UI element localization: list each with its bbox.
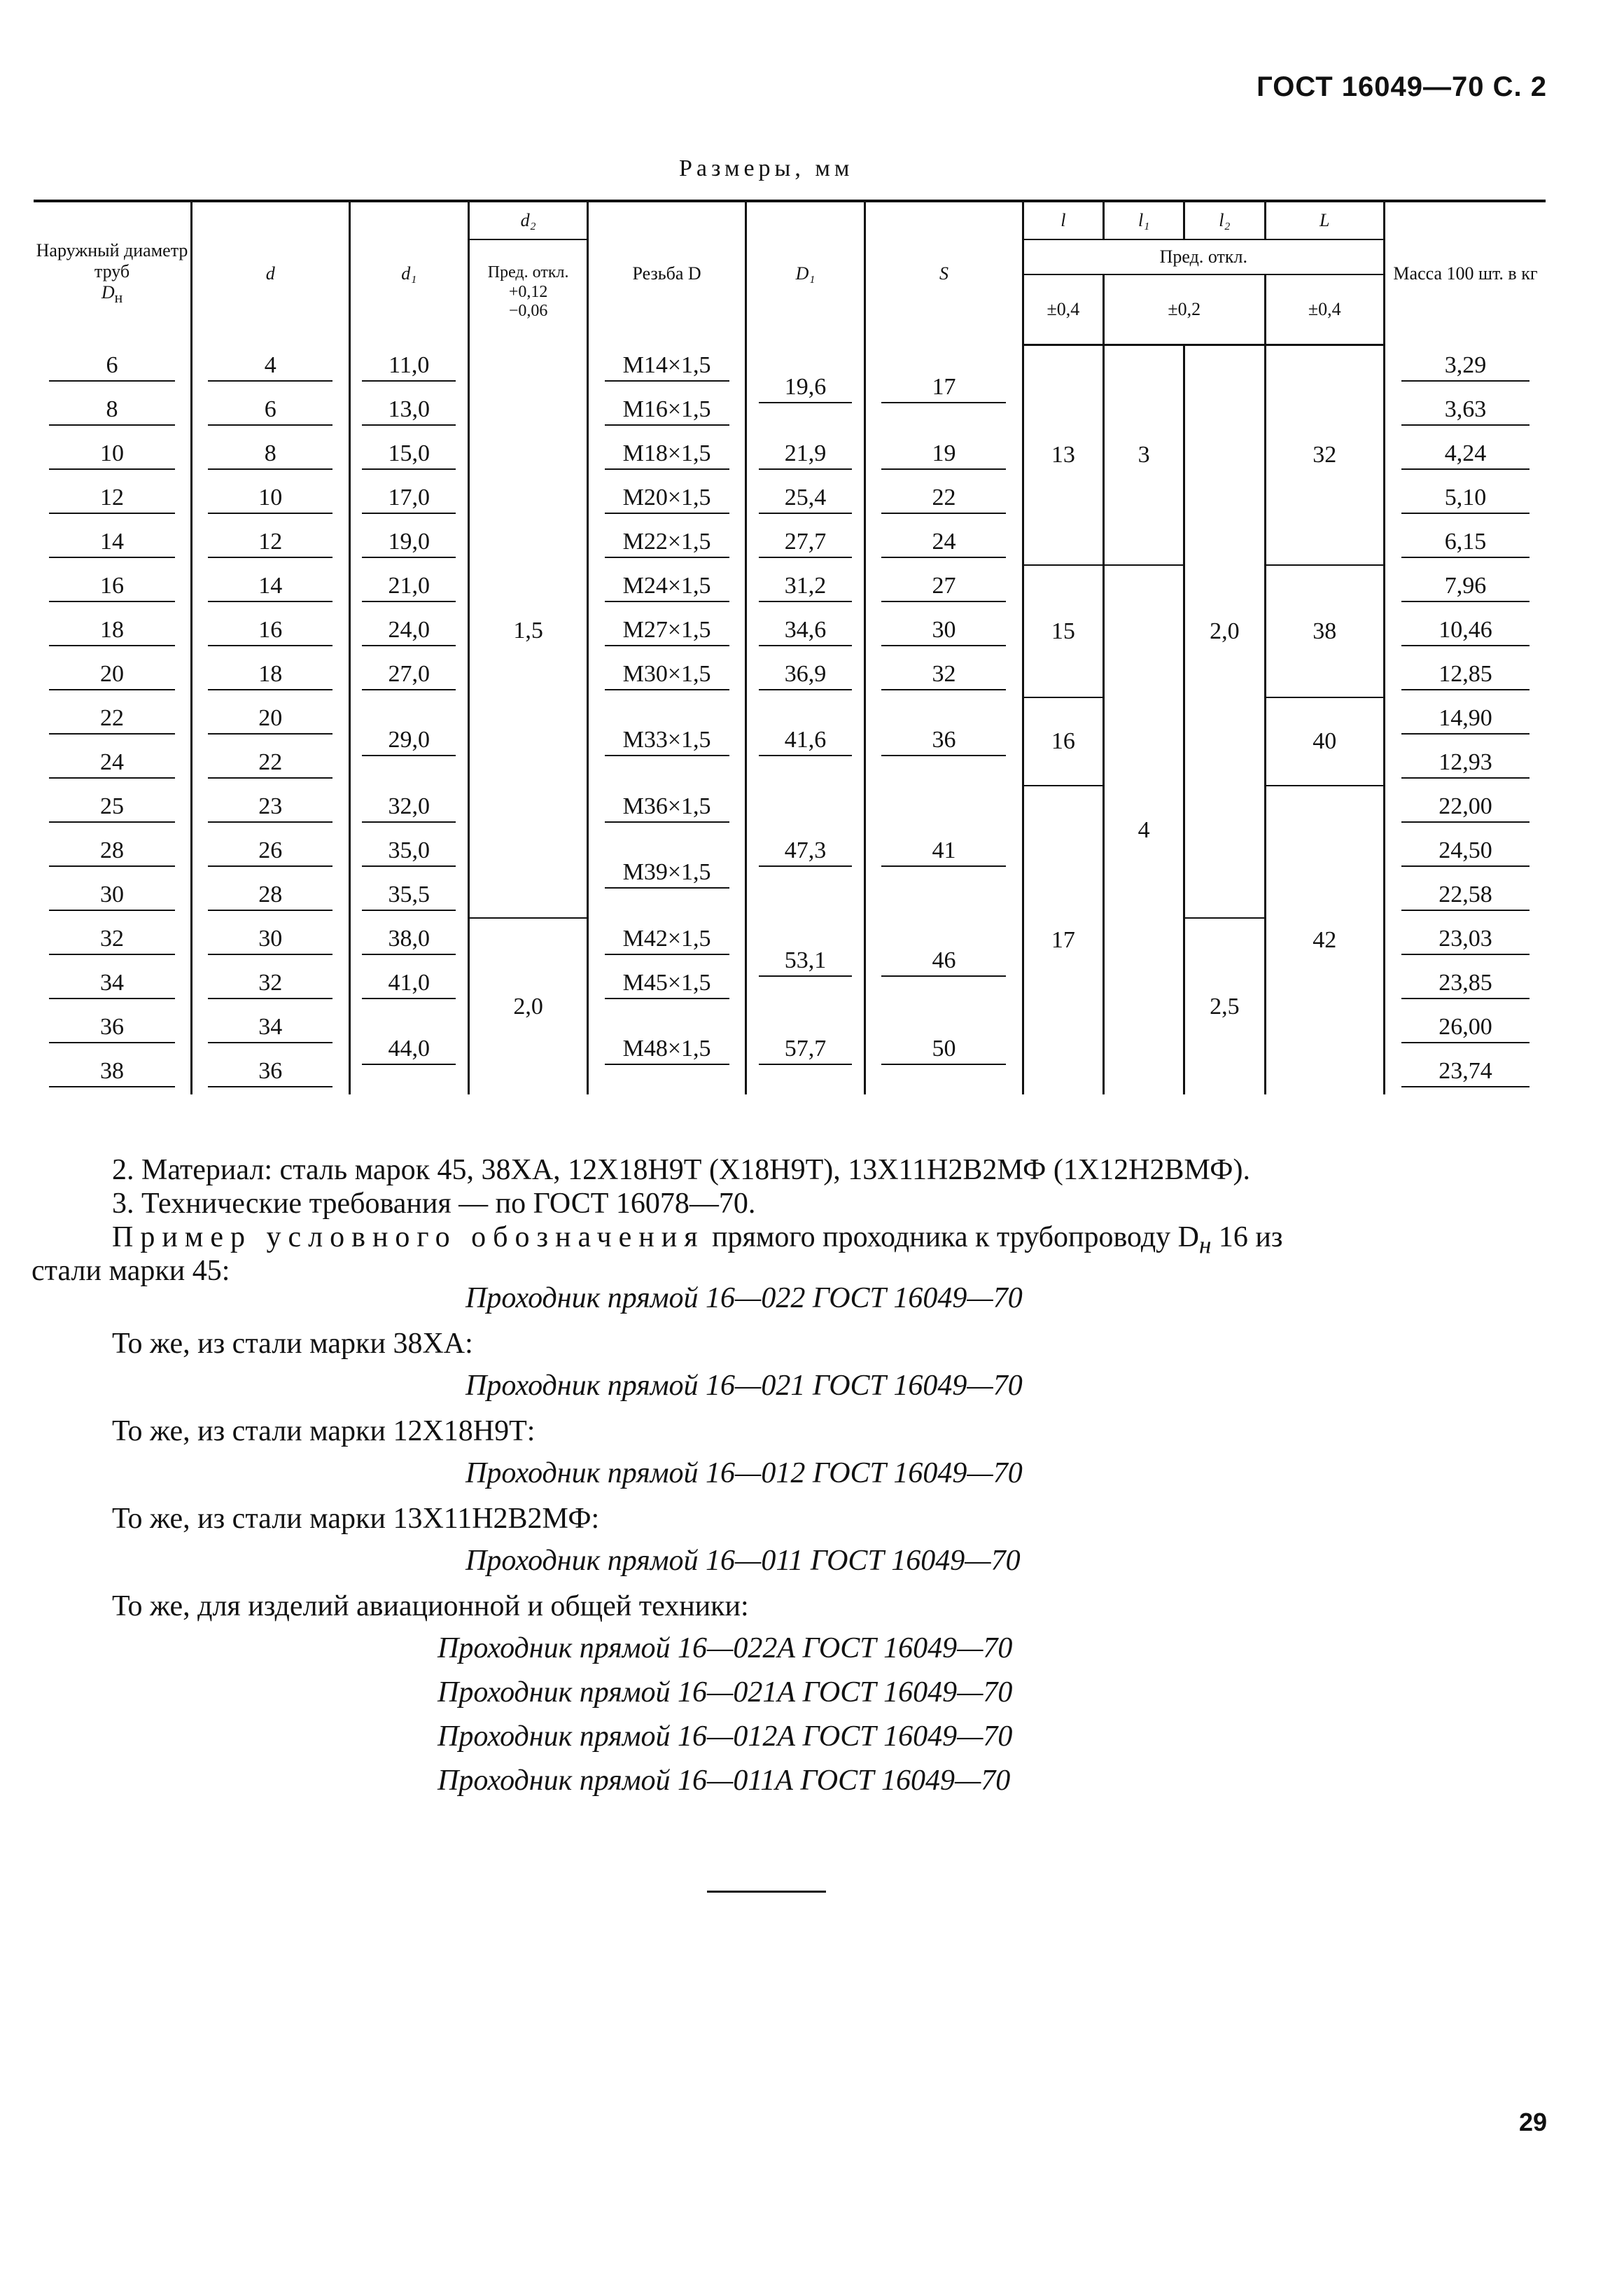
cell-mass [1384, 786, 1546, 830]
cell-d [192, 433, 350, 477]
header-l1-label: l₁ [1138, 210, 1150, 231]
cell-d1 [349, 697, 468, 786]
cell-S [865, 345, 1023, 433]
cell-D1 [746, 697, 864, 786]
example-5: Проходник прямой 16—022А ГОСТ 16049—70 [438, 1632, 1013, 1664]
cell-mass-value: 23,03 [1401, 926, 1530, 955]
cell-d1 [349, 653, 468, 697]
cell-d1 [349, 918, 468, 962]
cell-d [192, 1050, 350, 1094]
cell-d1-value: 13,0 [362, 396, 456, 426]
material-paragraph: 2. Материал: сталь марок 45, 38ХА, 12Х18Н9Т (Х18Н9Т), 13Х11Н2В2МФ (1Х12Н2ВМФ). [112, 1154, 1250, 1186]
cell-L-value: 40 [1312, 728, 1337, 754]
cell-mass [1384, 653, 1546, 697]
cell-dn [34, 609, 192, 653]
cell-d1-value: 29,0 [362, 727, 456, 756]
cell-S [865, 786, 1023, 918]
cell-S [865, 697, 1023, 786]
cell-L [1265, 565, 1384, 697]
header-D1-label: D₁ [795, 263, 816, 284]
cell-S [865, 918, 1023, 1006]
cell-mass [1384, 962, 1546, 1006]
cell-mass-value: 3,63 [1401, 396, 1530, 426]
cell-L [1265, 786, 1384, 1094]
cell-d-value: 6 [208, 396, 332, 426]
table-row [34, 697, 1546, 742]
cell-d-value: 4 [208, 352, 332, 382]
cell-mass [1384, 477, 1546, 521]
cell-mass [1384, 521, 1546, 565]
cell-d [192, 609, 350, 653]
cell-dn [34, 653, 192, 697]
cell-dn-value: 24 [49, 749, 174, 779]
cell-mass [1384, 565, 1546, 609]
cell-dn-value: 8 [49, 396, 174, 426]
example-2: Проходник прямой 16—021 ГОСТ 16049—70 [465, 1370, 1023, 1402]
cell-d1-value: 44,0 [362, 1036, 456, 1065]
header-l1 [1104, 201, 1184, 239]
cell-d-value: 20 [208, 705, 332, 735]
cell-thread-value: М27×1,5 [605, 617, 729, 646]
cell-l [1023, 697, 1103, 786]
dimensions-table [34, 200, 1546, 1094]
cell-L-value: 38 [1312, 618, 1337, 644]
cell-mass-value: 12,85 [1401, 661, 1530, 690]
cell-d1 [349, 389, 468, 433]
header-d2-tol [468, 239, 587, 345]
cell-dn [34, 830, 192, 874]
header-dn-label: Наружный диаметр труб [36, 240, 188, 281]
cell-mass-value: 10,46 [1401, 617, 1530, 646]
cell-l [1023, 565, 1103, 697]
cell-dn [34, 874, 192, 918]
cell-d [192, 874, 350, 918]
cell-d1-value: 27,0 [362, 661, 456, 690]
cell-mass [1384, 1006, 1546, 1050]
example-3: Проходник прямой 16—012 ГОСТ 16049—70 [465, 1457, 1023, 1489]
example-intro-b: прямого проходника к трубопроводу D [712, 1221, 1200, 1253]
cell-thread-value: М36×1,5 [605, 793, 729, 823]
cell-thread-value: М14×1,5 [605, 352, 729, 382]
table-row [34, 565, 1546, 609]
cell-thread [588, 962, 746, 1006]
cell-dn-value: 30 [49, 882, 174, 911]
cell-d1-value: 35,0 [362, 837, 456, 867]
cell-thread [588, 521, 746, 565]
cell-d1-value: 21,0 [362, 573, 456, 602]
cell-d1-value: 38,0 [362, 926, 456, 955]
cell-thread-value: М18×1,5 [605, 440, 729, 470]
header-l2-label: l₂ [1219, 210, 1231, 231]
header-l2 [1184, 201, 1265, 239]
cell-d-value: 28 [208, 882, 332, 911]
cell-thread-value: М48×1,5 [605, 1036, 729, 1065]
cell-d1 [349, 830, 468, 874]
cell-d [192, 962, 350, 1006]
cell-thread-value: М33×1,5 [605, 727, 729, 756]
cell-thread [588, 653, 746, 697]
cell-d1-value: 24,0 [362, 617, 456, 646]
cell-mass-value: 24,50 [1401, 837, 1530, 867]
header-d1-label: d₁ [401, 263, 417, 284]
header-D1 [746, 201, 864, 345]
cell-thread [588, 697, 746, 786]
d2-tol-minus: −0,06 [508, 302, 548, 321]
cell-dn-value: 22 [49, 705, 174, 735]
cell-dn-value: 12 [49, 485, 174, 514]
cell-thread [588, 433, 746, 477]
header-dn-sub: н [114, 289, 123, 307]
cell-S-value: 41 [881, 837, 1006, 867]
cell-dn-value: 34 [49, 970, 174, 999]
cell-S-value: 36 [881, 727, 1006, 756]
cell-D1 [746, 653, 864, 697]
cell-mass-value: 23,85 [1401, 970, 1530, 999]
cell-d-value: 26 [208, 837, 332, 867]
cell-thread [588, 345, 746, 389]
header-tol: Пред. откл. [1023, 239, 1384, 274]
cell-d1-value: 41,0 [362, 970, 456, 999]
cell-dn [34, 962, 192, 1006]
cell-dn-value: 16 [49, 573, 174, 602]
cell-thread [588, 389, 746, 433]
example-intro-spaced: Пример условного обозначения [112, 1221, 705, 1253]
header-S [865, 201, 1023, 345]
cell-D1-value: 34,6 [759, 617, 853, 646]
cell-dn [34, 433, 192, 477]
cell-d1 [349, 521, 468, 565]
cell-dn [34, 477, 192, 521]
cell-d [192, 345, 350, 389]
cell-D1-value: 47,3 [759, 837, 853, 867]
cell-d [192, 830, 350, 874]
cell-l1 [1104, 565, 1184, 1094]
cell-D1 [746, 521, 864, 565]
d2-tol-label: Пред. откл. [487, 263, 569, 282]
cell-D1 [746, 918, 864, 1006]
cell-D1 [746, 565, 864, 609]
cell-mass-value: 12,93 [1401, 749, 1530, 779]
cell-l-value: 13 [1051, 441, 1075, 468]
cell-S-value: 17 [881, 374, 1006, 403]
cell-D1 [746, 609, 864, 653]
cell-S-value: 46 [881, 947, 1006, 977]
cell-mass [1384, 433, 1546, 477]
cell-S-value: 32 [881, 661, 1006, 690]
cell-thread [588, 786, 746, 830]
page-number: 29 [1518, 2108, 1547, 2136]
cell-mass [1384, 874, 1546, 918]
cell-d-value: 12 [208, 529, 332, 558]
cell-d [192, 697, 350, 742]
d2-tol-plus: +0,12 [508, 282, 548, 301]
header-L-label: L [1319, 210, 1330, 231]
cell-mass-value: 6,15 [1401, 529, 1530, 558]
cell-dn [34, 1050, 192, 1094]
cell-dn-value: 14 [49, 529, 174, 558]
cell-dn [34, 697, 192, 742]
cell-d1-value: 35,5 [362, 882, 456, 911]
header-tol-L: ±0,4 [1265, 274, 1384, 345]
header-tol-l: ±0,4 [1023, 274, 1103, 345]
cell-d [192, 389, 350, 433]
table-caption: Размеры, мм [679, 155, 854, 181]
cell-d1 [349, 874, 468, 918]
header-L [1265, 201, 1384, 239]
cell-S [865, 609, 1023, 653]
cell-d1 [349, 433, 468, 477]
cell-thread-value: М30×1,5 [605, 661, 729, 690]
header-d-label: d [265, 263, 275, 284]
cell-thread [588, 830, 746, 918]
tech-paragraph: 3. Технические требования — по ГОСТ 16078—70. [112, 1188, 756, 1220]
table-row [34, 786, 1546, 830]
cell-d1-value: 32,0 [362, 793, 456, 823]
header-l [1023, 201, 1103, 239]
cell-l [1023, 345, 1103, 565]
example-intro-c: 16 из [1211, 1221, 1283, 1253]
example-8: Проходник прямой 16—011А ГОСТ 16049—70 [438, 1765, 1011, 1797]
cell-dn [34, 786, 192, 830]
cell-d1 [349, 609, 468, 653]
header-d [192, 201, 350, 345]
cell-D1 [746, 433, 864, 477]
cell-D1 [746, 345, 864, 433]
cell-thread-value: М45×1,5 [605, 970, 729, 999]
cell-thread-value: М39×1,5 [605, 859, 729, 889]
cell-d1 [349, 962, 468, 1006]
cell-d-value: 32 [208, 970, 332, 999]
cell-mass [1384, 742, 1546, 786]
cell-S-value: 24 [881, 529, 1006, 558]
cell-D1-value: 36,9 [759, 661, 853, 690]
cell-L-value: 42 [1312, 927, 1337, 953]
example-intro-d: стали марки 45: [31, 1255, 230, 1287]
cell-dn [34, 521, 192, 565]
cell-D1 [746, 786, 864, 918]
cell-S-value: 50 [881, 1036, 1006, 1065]
cell-thread-value: М42×1,5 [605, 926, 729, 955]
cell-d [192, 565, 350, 609]
cell-S [865, 433, 1023, 477]
cell-D1-value: 41,6 [759, 727, 853, 756]
cell-d-value: 14 [208, 573, 332, 602]
header-S-label: S [939, 263, 948, 284]
header-thread: Резьба D [588, 201, 746, 345]
cell-dn-value: 28 [49, 837, 174, 867]
cell-D1 [746, 1006, 864, 1094]
cell-dn-value: 18 [49, 617, 174, 646]
cell-d [192, 786, 350, 830]
cell-dn-value: 10 [49, 440, 174, 470]
cell-l2 [1184, 918, 1265, 1094]
same-38xa: То же, из стали марки 38ХА: [112, 1328, 473, 1360]
cell-S-value: 19 [881, 440, 1006, 470]
cell-D1-value: 21,9 [759, 440, 853, 470]
cell-D1-value: 27,7 [759, 529, 853, 558]
cell-d2 [468, 918, 587, 1094]
cell-S-value: 30 [881, 617, 1006, 646]
cell-S [865, 653, 1023, 697]
cell-mass-value: 22,58 [1401, 882, 1530, 911]
cell-d1 [349, 1006, 468, 1094]
cell-d [192, 918, 350, 962]
cell-D1-value: 19,6 [759, 374, 853, 403]
cell-d-value: 16 [208, 617, 332, 646]
cell-dn [34, 389, 192, 433]
example-4: Проходник прямой 16—011 ГОСТ 16049—70 [465, 1545, 1021, 1577]
cell-l1-value: 4 [1138, 816, 1150, 843]
cell-d [192, 521, 350, 565]
table-row [34, 345, 1546, 389]
cell-thread-value: М24×1,5 [605, 573, 729, 602]
cell-D1 [746, 477, 864, 521]
cell-d-value: 23 [208, 793, 332, 823]
header-d1 [349, 201, 468, 345]
cell-mass [1384, 830, 1546, 874]
cell-L [1265, 345, 1384, 565]
cell-D1-value: 25,4 [759, 485, 853, 514]
cell-l-value: 17 [1051, 927, 1075, 953]
cell-d-value: 22 [208, 749, 332, 779]
cell-l1 [1104, 345, 1184, 565]
cell-thread-value: М22×1,5 [605, 529, 729, 558]
header-l-label: l [1060, 210, 1066, 231]
cell-mass [1384, 1050, 1546, 1094]
cell-d1-value: 15,0 [362, 440, 456, 470]
cell-S-value: 27 [881, 573, 1006, 602]
cell-dn-value: 38 [49, 1058, 174, 1087]
cell-d-value: 30 [208, 926, 332, 955]
cell-D1-value: 31,2 [759, 573, 853, 602]
cell-thread [588, 918, 746, 962]
cell-d1 [349, 786, 468, 830]
cell-mass [1384, 389, 1546, 433]
cell-mass-value: 22,00 [1401, 793, 1530, 823]
same-13x11: То же, из стали марки 13Х11Н2В2МФ: [112, 1503, 600, 1535]
cell-d-value: 8 [208, 440, 332, 470]
cell-d2 [468, 345, 587, 918]
cell-d1 [349, 565, 468, 609]
cell-l [1023, 786, 1103, 1094]
cell-d [192, 1006, 350, 1050]
cell-thread [588, 1006, 746, 1094]
cell-mass-value: 7,96 [1401, 573, 1530, 602]
cell-l-value: 16 [1051, 728, 1075, 754]
cell-dn [34, 565, 192, 609]
cell-mass [1384, 697, 1546, 742]
cell-d1 [349, 477, 468, 521]
cell-dn [34, 345, 192, 389]
cell-L [1265, 697, 1384, 786]
cell-S [865, 477, 1023, 521]
cell-d [192, 653, 350, 697]
cell-S [865, 1006, 1023, 1094]
cell-d1-value: 17,0 [362, 485, 456, 514]
header-d2 [468, 201, 587, 239]
cell-dn-value: 36 [49, 1014, 174, 1043]
cell-S [865, 521, 1023, 565]
cell-D1-value: 57,7 [759, 1036, 853, 1065]
cell-l2-value: 2,5 [1210, 993, 1240, 1020]
cell-d-value: 34 [208, 1014, 332, 1043]
cell-d2-value: 2,0 [513, 993, 543, 1020]
cell-l2 [1184, 345, 1265, 918]
cell-d-value: 18 [208, 661, 332, 690]
cell-dn-value: 6 [49, 352, 174, 382]
cell-dn-value: 25 [49, 793, 174, 823]
example-intro-sub: н [1199, 1231, 1212, 1259]
cell-mass-value: 5,10 [1401, 485, 1530, 514]
cell-S-value: 22 [881, 485, 1006, 514]
cell-d1-value: 11,0 [362, 352, 456, 382]
cell-l1-value: 3 [1138, 441, 1150, 468]
cell-thread-value: М20×1,5 [605, 485, 729, 514]
header-dn-symbol: D [101, 281, 115, 302]
header-mass: Масса 100 шт. в кг [1384, 201, 1546, 345]
cell-d [192, 477, 350, 521]
cell-d2-value: 1,5 [513, 618, 543, 643]
header-tol-l12: ±0,2 [1104, 274, 1266, 345]
header-d2-label: d₂ [520, 210, 536, 231]
example-1: Проходник прямой 16—022 ГОСТ 16049—70 [465, 1282, 1023, 1314]
footer-rule [707, 1891, 826, 1893]
cell-d-value: 10 [208, 485, 332, 514]
cell-L-value: 32 [1312, 441, 1337, 468]
cell-l-value: 15 [1051, 618, 1075, 644]
header-dn [34, 201, 192, 345]
cell-dn-value: 32 [49, 926, 174, 955]
cell-mass-value: 14,90 [1401, 705, 1530, 735]
cell-l2-value: 2,0 [1210, 618, 1240, 644]
cell-dn [34, 742, 192, 786]
cell-dn-value: 20 [49, 661, 174, 690]
cell-thread [588, 609, 746, 653]
cell-mass-value: 3,29 [1401, 352, 1530, 382]
cell-D1-value: 53,1 [759, 947, 853, 977]
cell-d [192, 742, 350, 786]
cell-dn [34, 1006, 192, 1050]
cell-mass [1384, 345, 1546, 389]
same-avia: То же, для изделий авиационной и общей техники: [112, 1590, 749, 1622]
example-6: Проходник прямой 16—021А ГОСТ 16049—70 [438, 1676, 1013, 1709]
cell-thread [588, 477, 746, 521]
cell-mass-value: 4,24 [1401, 440, 1530, 470]
same-12x18: То же, из стали марки 12Х18Н9Т: [112, 1415, 536, 1447]
cell-mass-value: 26,00 [1401, 1014, 1530, 1043]
standard-header: ГОСТ 16049—70 С. 2 [1256, 71, 1547, 102]
cell-d1-value: 19,0 [362, 529, 456, 558]
example-7: Проходник прямой 16—012А ГОСТ 16049—70 [438, 1720, 1013, 1753]
cell-mass-value: 23,74 [1401, 1058, 1530, 1087]
cell-S [865, 565, 1023, 609]
cell-d-value: 36 [208, 1058, 332, 1087]
cell-mass [1384, 609, 1546, 653]
cell-d1 [349, 345, 468, 389]
cell-thread-value: М16×1,5 [605, 396, 729, 426]
cell-dn [34, 918, 192, 962]
cell-mass [1384, 918, 1546, 962]
cell-thread [588, 565, 746, 609]
